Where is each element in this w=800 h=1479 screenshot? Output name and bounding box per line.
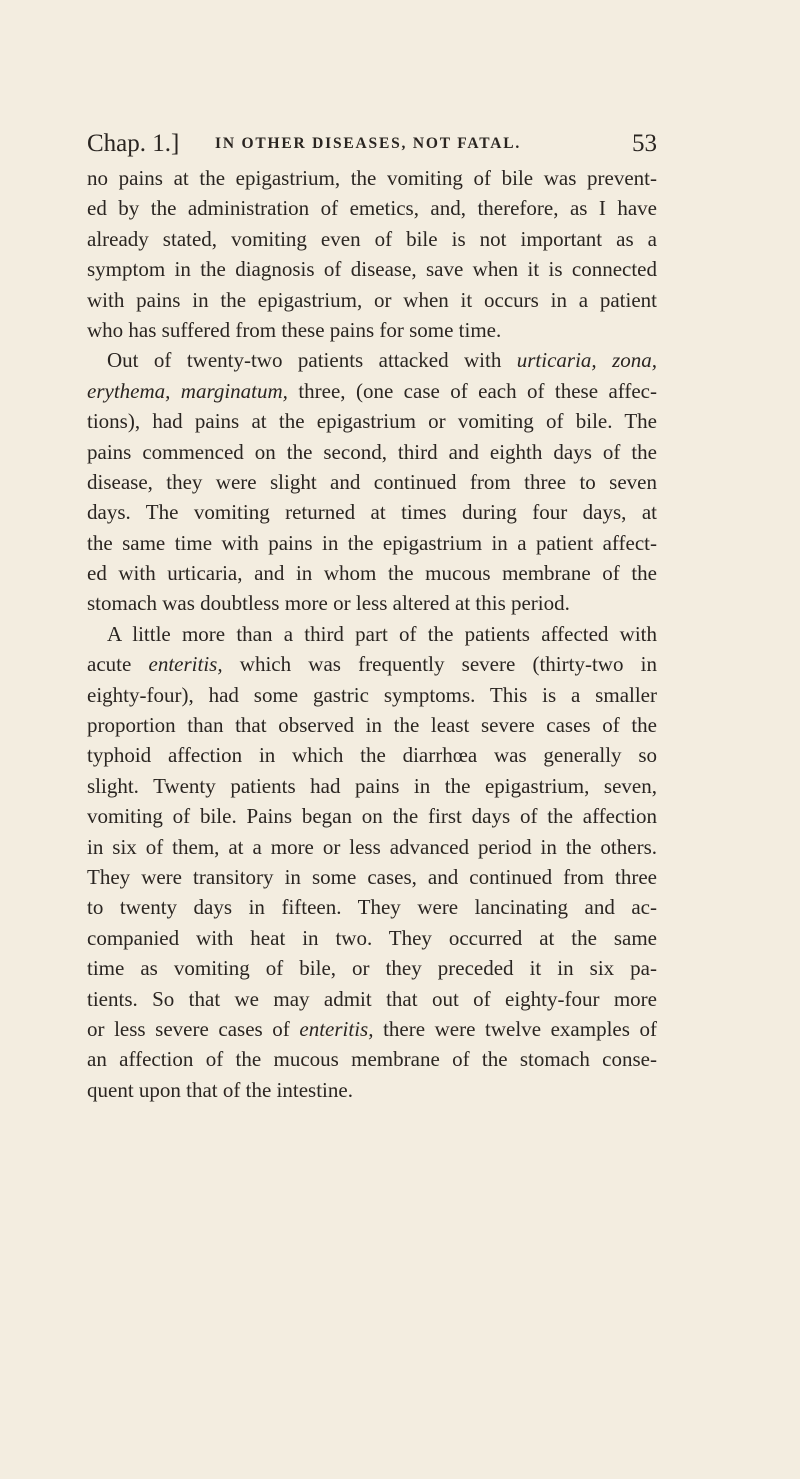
- text-line: companied with heat in two. They occurred at the same: [87, 925, 657, 950]
- text-line: no pains at the epigastrium, the vomiting of bile was prevent-: [87, 166, 657, 190]
- text-line: ed with urticaria, and in whom the mucous membrane of the: [87, 561, 657, 586]
- text-line: tions), had pains at the epigastrium or vomiting of bile. The: [87, 409, 657, 434]
- text-line: tients. So that we may admit that out of eighty-four more: [87, 986, 657, 1011]
- text-line: ed by the administration of emetics, and, therefore, as I have: [87, 196, 657, 221]
- text-line: symptom in the diagnosis of disease, save when it is connected: [87, 257, 657, 282]
- page-number: 53: [632, 130, 657, 157]
- text-line: acute enteritis, which was frequently severe (thirty-two in: [87, 652, 657, 677]
- running-title: IN OTHER DISEASES, NOT FATAL.: [215, 135, 522, 152]
- text-line: with pains in the epigastrium, or when it occurs in a patient: [87, 287, 657, 312]
- text-line: an affection of the mucous membrane of the stomach conse-: [87, 1047, 657, 1072]
- text-line: A little more than a third part of the patients affected with: [107, 621, 657, 646]
- page-header: [87, 124, 657, 164]
- text-line: Out of twenty-two patients attacked with urticaria, zona,: [107, 348, 658, 373]
- text-line: days. The vomiting returned at times during four days, at: [87, 500, 657, 525]
- text-line: slight. Twenty patients had pains in the epigastrium, seven,: [87, 773, 657, 798]
- paragraph-3: [87, 619, 657, 1105]
- text-line: proportion than that observed in the least severe cases of the: [87, 713, 657, 738]
- text-line: the same time with pains in the epigastrium in a patient affect-: [87, 530, 657, 555]
- text-line: typhoid affection in which the diarrhœa was generally so: [87, 743, 657, 768]
- text-line: stomach was doubtless more or less altered at this period.: [87, 591, 570, 616]
- text-line: disease, they were slight and continued from three to seven: [87, 469, 657, 494]
- text-line: quent upon that of the intestine.: [87, 1077, 353, 1102]
- text-line: who has suffered from these pains for some time.: [87, 317, 502, 342]
- paragraph-2: [87, 345, 657, 619]
- text-line: in six of them, at a more or less advanced period in the others.: [87, 834, 657, 859]
- text-line: They were transitory in some cases, and continued from three: [87, 864, 657, 889]
- body-text: [87, 163, 657, 1105]
- text-line: already stated, vomiting even of bile is not important as a: [87, 226, 657, 251]
- text-line: erythema, marginatum, three, (one case of each of these affec-: [87, 378, 658, 403]
- chapter-label: Chap. 1.]: [87, 130, 180, 157]
- text-line: to twenty days in fifteen. They were lancinating and ac-: [87, 895, 657, 920]
- text-line: pains commenced on the second, third and eighth days of the: [87, 439, 657, 464]
- paragraph-1: [87, 163, 657, 345]
- text-line: or less severe cases of enteritis, there were twelve examples of: [87, 1016, 658, 1041]
- text-line: vomiting of bile. Pains began on the first days of the affection: [87, 804, 657, 829]
- text-line: eighty-four), had some gastric symptoms. This is a smaller: [87, 682, 657, 707]
- text-line: time as vomiting of bile, or they preceded it in six pa-: [87, 956, 657, 981]
